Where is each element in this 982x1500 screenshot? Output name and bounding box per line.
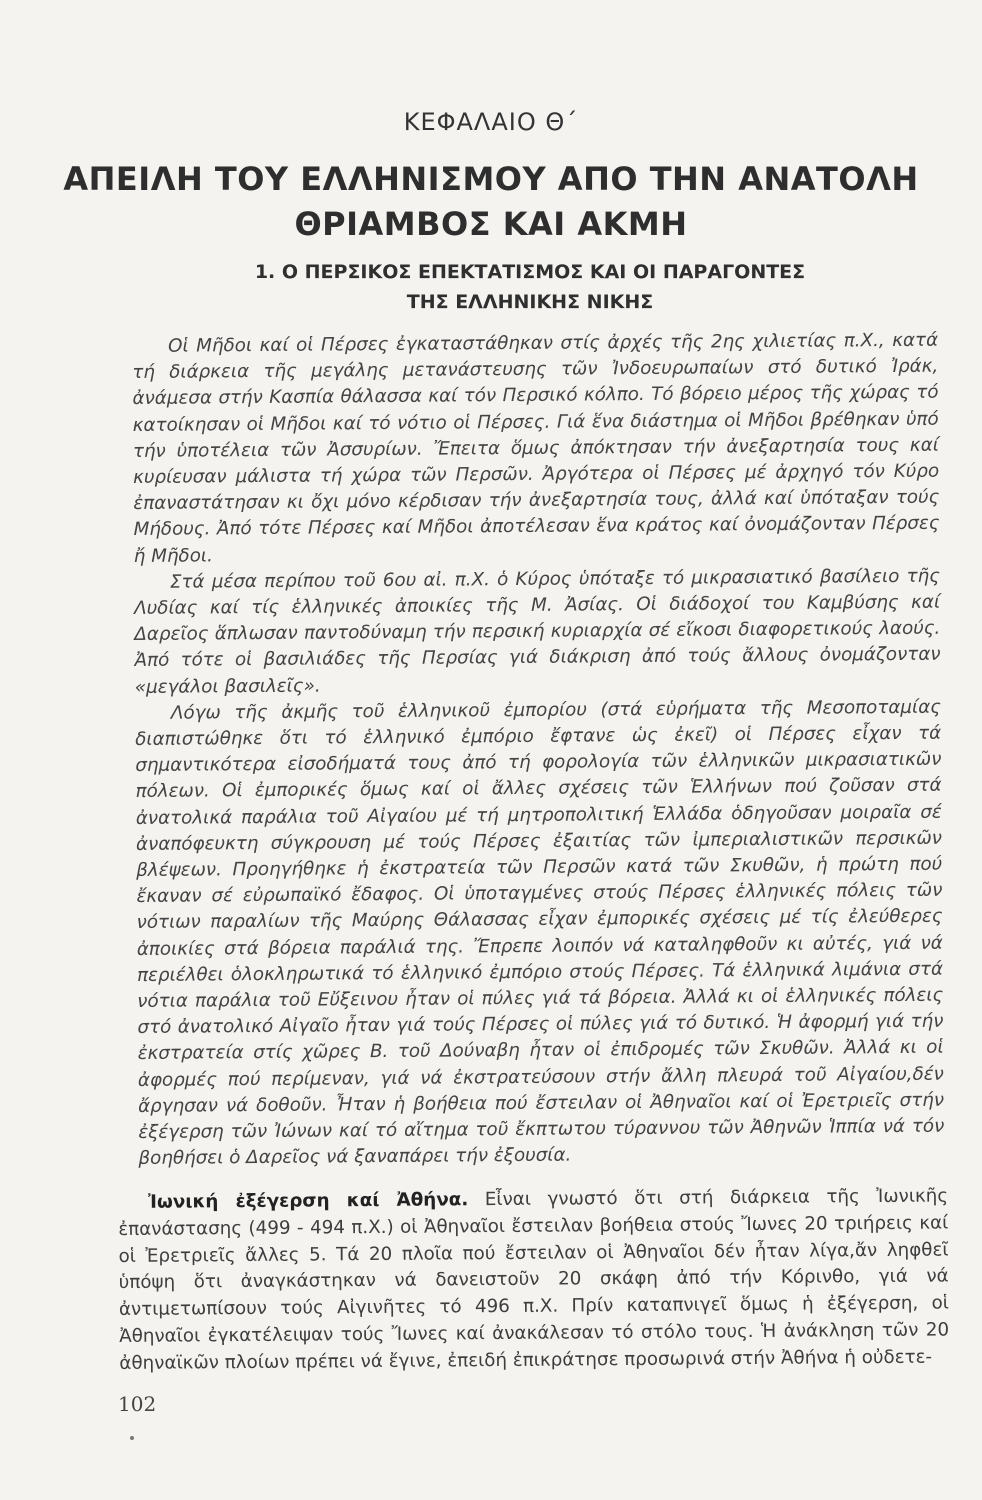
chapter-title-line-1: ΑΠΕΙΛΗ ΤΟΥ ΕΛΛΗΝΙΣΜΟΥ ΑΠΟ ΤΗΝ ΑΝΑΤΟΛΗ — [63, 160, 919, 198]
print-speck — [130, 1436, 134, 1440]
paragraph: Στά μέσα περίπου τοῦ 6ου αἰ. π.Χ. ὁ Κύρος ὑπόταξε τό μικρασιατικό βασίλειο τῆς Λυδίας καί τίς ἑλληνικές ἀποικίες τῆς Μ. Ἀσίας. Οἱ διάδοχοί του Καμβύσης καί Δαρεῖος ἅπλωσαν παντοδύναμη τήν περσική κυριαρχία σέ εἴκοσι διαφορετικούς λαούς. Ἀπό τότε οἱ βασιλιάδες τῆς Περσίας γιά διάκριση ἀπό τούς ἄλλους ὀνομάζονταν «μεγάλοι βασιλεῖς». — [134, 565, 941, 698]
page-number: 102 — [118, 1392, 157, 1416]
subsection-text: Εἶναι γνωστό ὅτι στή διάρκεια τῆς Ἰωνικῆς ἐπανάστασης (499 - 494 π.Χ.) οἱ Ἀθηναῖοι ἔστειλαν βοήθεια στούς Ἴωνες 20 τριήρεις καί οἱ Ἐρετριεῖς ἄλλες 5. Τά 20 πλοῖα πού ἔστειλαν οἱ Ἀθηναῖοι δέν ἦταν λίγα,ἄν ληφθεῖ ὑπόψη ὅτι ἀναγκάστηκαν νά δανειστοῦν 20 σκάφη ἀπό τήν Κόρινθο, γιά νά ἀντιμετωπίσουν τούς Αἰγινῆτες τό 496 π.Χ. Πρίν καταπνιγεῖ ὅμως ἡ ἐξέγερση, οἱ Ἀθηναῖοι ἐγκατέλειψαν τούς Ἴωνες καί ἀνακάλεσαν τό στόλο τους. Ἡ ἀνάκληση τῶν 20 ἀθηναϊκῶν πλοίων πρέπει νά ἔγινε, ἐπειδή ἐπικράτησε προσωρινά στήν Ἀθήνα ἡ οὐδετε- — [118, 1185, 950, 1374]
paragraph: Λόγω τῆς ἀκμῆς τοῦ ἑλληνικοῦ ἐμπορίου (στά εὑρήματα τῆς Μεσοποταμίας διαπιστώθηκε ὅτι τό ἑλληνικό ἐμπόριο ἔφτανε ὡς ἐκεῖ) οἱ Πέρσες εἶχαν τά σημαντικότερα εἰσοδήματά τους ἀπό τή φορολογία τῶν ἑλληνικῶν μικρασιατικῶν πόλεων. Οἱ ἐμπορικές ὅμως καί οἱ ἄλλες σχέσεις τῶν Ἑλλήνων πού ζοῦσαν στά ἀνατολικά παράλια τοῦ Αἰγαίου μέ τή μητροπολιτική Ἑλλάδα ὁδηγοῦσαν μοιραῖα σέ ἀναπόφευκτη σύγκρουση μέ τούς Πέρσες ἐξαιτίας τῶν ἰμπεριαλιστικῶν περσικῶν βλέψεων. Προηγήθηκε ἡ ἐκστρατεία τῶν Περσῶν κατά τῶν Σκυθῶν, ἡ πρώτη πού ἔκαναν σέ εὐρωπαϊκό ἔδαφος. Οἱ ὑποταγμένες στούς Πέρσες ἑλληνικές πόλεις τῶν νότιων παραλίων τῆς Μαύρης Θάλασσας εἶχαν ἐμπορικές σχέσεις μέ τίς ἐλεύθερες ἀποικίες στά βόρεια παράλιά της. Ἔπρεπε λοιπόν νά καταληφθοῦν κι αὐτές, γιά νά περιέλθει ὁλοκληρωτικά τό ἑλληνικό ἐμπόριο στούς Πέρσες. Τά ἑλληνικά λιμάνια στά νότια παράλια τοῦ Εὔξεινου ἦταν οἱ πύλες γιά τά βόρεια. Ἀλλά κι οἱ ἑλληνικές πόλεις στό ἀνατολικό Αἰγαῖο ἦταν γιά τούς Πέρσες οἱ πύλες γιά τό δυτικό. Ἡ ἀφορμή γιά τήν ἐκστρατεία στίς χῶρες Β. τοῦ Δούναβη ἦταν οἱ ἐπιδρομές τῶν Σκυθῶν. Ἀλλά κι οἱ ἀφορμές πού περίμεναν, γιά νά ἐκστρατεύσουν στήν ἄλλη πλευρά τοῦ Αἰγαίου,δέν ἄργησαν νά δοθοῦν. Ἦταν ἡ βοήθεια πού ἔστειλαν οἱ Ἀθηναῖοι καί οἱ Ἐρετριεῖς στήν ἐξέγερση τῶν Ἰώνων καί τό αἴτημα τοῦ ἔκπτωτου τύραννου τῶν Ἀθηνῶν Ἱππία νά τόν βοηθήσει ὁ Δαρεῖος νά ξαναπάρει τήν ἐξουσία. — [135, 696, 945, 1170]
section-heading — [150, 257, 910, 317]
chapter-label: ΚΕΦΑΛΑΙΟ Θ΄ — [403, 108, 579, 136]
section-heading-line-1: 1. Ο ΠΕΡΣΙΚΟΣ ΕΠΕΚΤΑΤΙΣΜΟΣ ΚΑΙ ΟΙ ΠΑΡΑΓΟΝΤΕΣ — [254, 261, 806, 283]
paragraph: Οἱ Μῆδοι καί οἱ Πέρσες ἐγκαταστάθηκαν στίς ἀρχές τῆς 2ης χιλιετίας π.Χ., κατά τή διάρκεια τῆς μεγάλης μετανάστευσης τῶν Ἰνδοευρωπαίων στό δυτικό Ἰράκ, ἀνάμεσα στήν Κασπία θάλασσα καί τόν Περσικό κόλπο. Τό βόρειο μέρος τῆς χώρας τό κατοίκησαν οἱ Μῆδοι καί τό νότιο οἱ Πέρσες. Γιά ἕνα διάστημα οἱ Μῆδοι βρέθηκαν ὑπό τήν ὑποτέλεια τῶν Ἀσσυρίων. Ἔπειτα ὅμως ἀπόκτησαν τήν ἀνεξαρτησία τους καί κυρίευσαν μάλιστα τή χώρα τῶν Περσῶν. Ἀργότερα οἱ Πέρσες μέ ἀρχηγό τόν Κύρο ἐπαναστάτησαν κι ὄχι μόνο κέρδισαν τήν ἀνεξαρτησία τους, ἀλλά καί ὑπόταξαν τούς Μήδους. Ἀπό τότε Πέρσες καί Μῆδοι ἀποτέλεσαν ἕνα κράτος καί ὀνομάζονταν Πέρσες ἤ Μῆδοι. — [132, 329, 940, 567]
subsection-ionian-revolt — [118, 1183, 949, 1377]
chapter-title-line-2: ΘΡΙΑΜΒΟΣ ΚΑΙ ΑΚΜΗ — [294, 205, 688, 243]
section-body — [132, 328, 945, 1173]
subsection-lead-heading: Ἰωνική ἐξέγερση καί Ἀθήνα. — [148, 1189, 469, 1213]
section-heading-line-2: ΤΗΣ ΕΛΛΗΝΙΚΗΣ ΝΙΚΗΣ — [406, 291, 654, 313]
